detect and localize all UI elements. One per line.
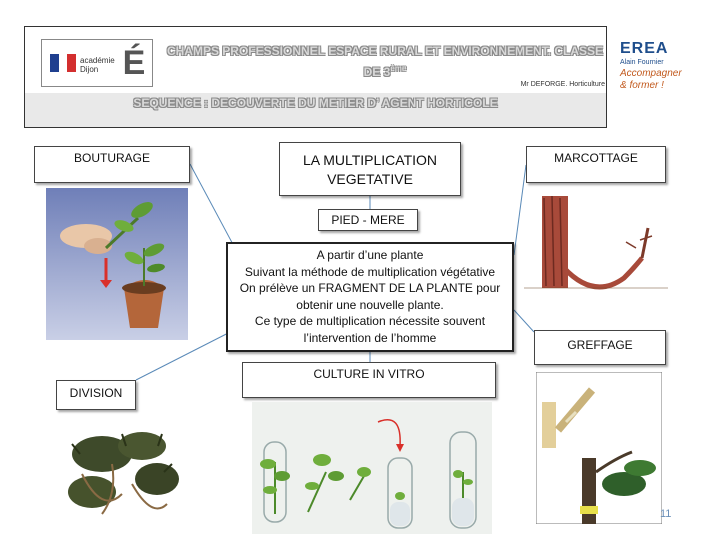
- header-title-line2-text: DE 3: [363, 65, 391, 79]
- in-vitro-image: [252, 402, 492, 534]
- division-label: DIVISION: [69, 386, 123, 400]
- in-vitro-box: [242, 362, 496, 398]
- erea-name: EREA: [620, 40, 669, 57]
- description-line-5: Ce type de multiplication nécessite souvent: [254, 314, 486, 328]
- academie-name: académie Dijon: [80, 56, 115, 74]
- greffage-box: [534, 330, 666, 365]
- erea-slogan-1: Accompagner: [620, 68, 682, 79]
- header-title-line1: CHAMPS PROFESSIONNEL ESPACE RURAL ET ENVIRONNEMENT. CLASSE: [166, 44, 604, 58]
- header-author: Mr DEFORGE. Horticulture: [520, 81, 605, 88]
- connector-greffage: [514, 310, 534, 332]
- greffage-image: [536, 372, 662, 524]
- marcottage-label: MARCOTTAGE: [554, 151, 638, 165]
- description-line-4: obtenir une nouvelle plante.: [296, 297, 444, 312]
- description-line-1: A partir d’une plante: [316, 248, 424, 262]
- pied-mere-label: PIED - MERE: [331, 213, 405, 227]
- main-title-line1: LA MULTIPLICATION: [302, 152, 438, 168]
- pied-mere-box: [318, 209, 418, 231]
- main-title-box: [279, 142, 461, 196]
- erea-subname: Alain Fournier: [620, 59, 664, 66]
- description-text: [228, 247, 512, 346]
- description-box: [226, 242, 514, 352]
- greffage-label: GREFFAGE: [567, 338, 633, 352]
- division-box: [56, 380, 136, 410]
- greffage-illustration: [536, 372, 662, 524]
- bouturage-label: BOUTURAGE: [73, 151, 150, 165]
- marcottage-illustration: [524, 188, 668, 302]
- page-number: 11: [660, 508, 672, 520]
- division-illustration: [62, 424, 182, 524]
- description-line-3: On prélève un FRAGMENT DE LA PLANTE pour: [239, 281, 501, 295]
- erea-slogan-2: & former !: [620, 80, 664, 91]
- marcottage-image: [524, 188, 668, 302]
- description-line-2: Suivant la méthode de multiplication végétative: [244, 264, 496, 279]
- in-vitro-label: CULTURE IN VITRO: [313, 367, 425, 381]
- academie-letter: É: [122, 44, 146, 82]
- bouturage-illustration: [46, 188, 188, 340]
- header-title-superscript: ème: [390, 64, 407, 73]
- in-vitro-illustration: [252, 402, 492, 534]
- bouturage-image: [46, 188, 188, 340]
- sequence-title: SEQUENCE : DECOUVERTE DU METIER D’ AGENT HORTICOLE: [133, 96, 498, 110]
- description-line-6: l’intervention de l’homme: [303, 330, 437, 345]
- marcottage-box: [526, 146, 666, 183]
- division-image: [62, 424, 182, 524]
- bouturage-box: [34, 146, 190, 183]
- main-title-line2: VEGETATIVE: [327, 171, 413, 187]
